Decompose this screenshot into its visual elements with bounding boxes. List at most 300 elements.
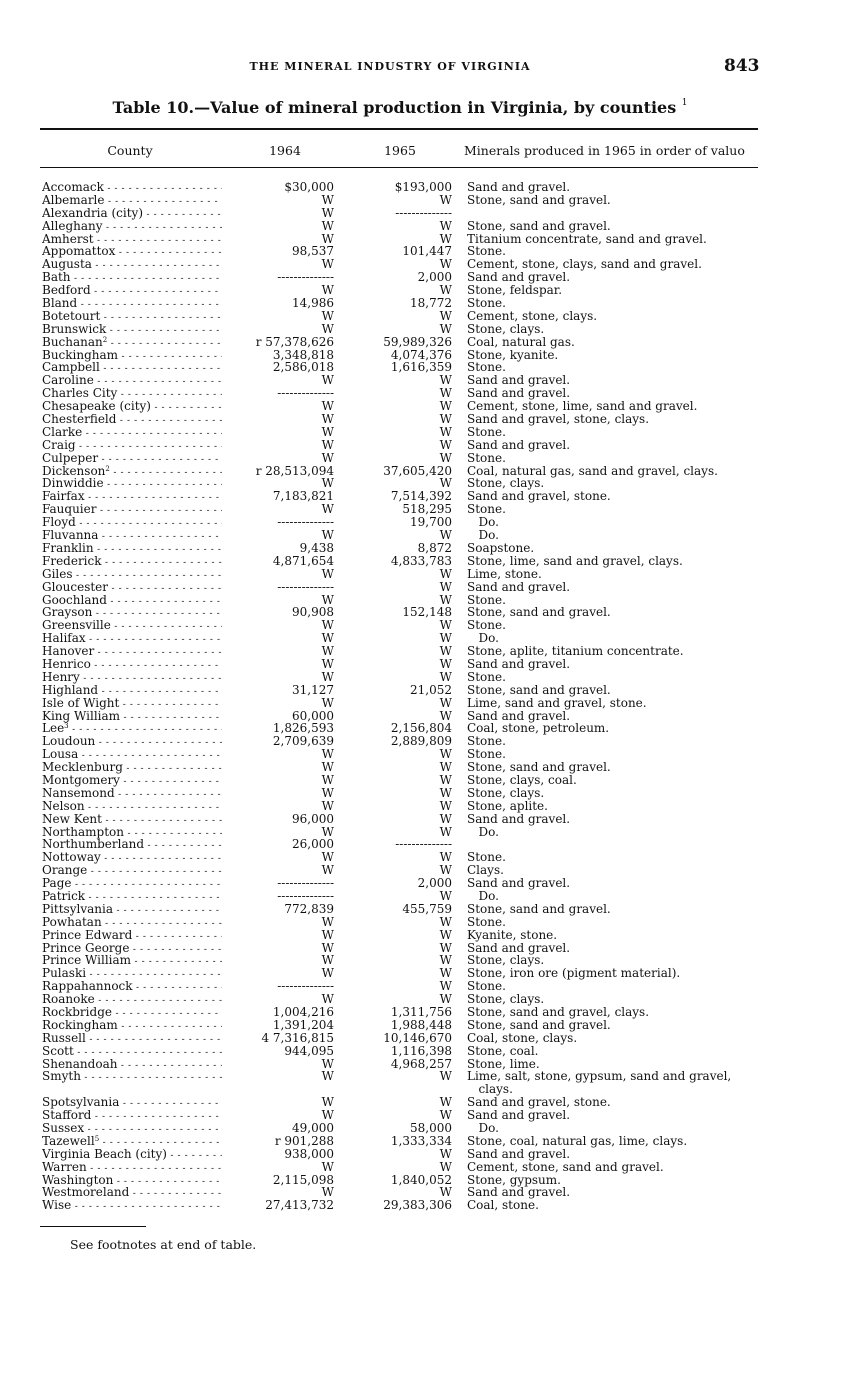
value-1965-cell: W (439, 399, 452, 414)
table-row (0, 1199, 850, 1212)
table-title-note: 1 (681, 98, 688, 108)
county-name: Sussex (42, 1122, 85, 1136)
county-name: Culpeper (42, 451, 99, 465)
minerals-cell: Sand and gravel. (467, 579, 571, 594)
county-footnote-ref: 2 (102, 335, 108, 344)
value-1965-cell: W (439, 579, 452, 594)
minerals-cell: Sand and gravel. (467, 1146, 571, 1161)
value-1965-cell: W (439, 785, 452, 800)
table-row (0, 916, 850, 929)
value-1964-cell: -------------- (277, 876, 334, 891)
minerals-cell: Sand and gravel. (467, 876, 571, 891)
table-row (0, 748, 850, 761)
value-1965-cell: 4,074,376 (390, 347, 452, 362)
county-name: Shenandoah (42, 1057, 118, 1071)
value-1964-cell: 1,391,204 (272, 1017, 334, 1032)
value-1965-cell: W (439, 811, 452, 826)
minerals-cell: Stone. (467, 360, 506, 375)
table-header-rule (40, 167, 758, 168)
value-1964-cell: 14,986 (292, 296, 334, 311)
county-name: Bland (42, 297, 78, 311)
value-1964-cell: $30,000 (284, 180, 334, 194)
value-1965-cell: W (439, 321, 452, 336)
table-row (0, 800, 850, 813)
county-name: Floyd (42, 516, 76, 530)
county-name: Halifax (42, 632, 86, 646)
county-name: Fluvanna (42, 529, 99, 543)
table-row (0, 774, 850, 787)
value-1964-cell: W (321, 747, 334, 762)
minerals-cell: Sand and gravel. (467, 270, 571, 285)
county-name: Hanover (42, 645, 95, 659)
minerals-cell: Do. (467, 515, 499, 530)
value-1965-cell: W (439, 798, 452, 813)
county-name: Nelson (42, 799, 85, 813)
county-name: Patrick (42, 889, 86, 903)
county-name: Orange (42, 864, 88, 878)
county-name: Virginia Beach (city) (42, 1147, 167, 1161)
minerals-cell: Lime, salt, stone, gypsum, sand and gravel, (467, 1069, 732, 1084)
county-name: Prince George (42, 941, 130, 955)
value-1964-cell: W (321, 205, 334, 220)
value-1965-cell: 21,052 (410, 682, 452, 697)
value-1964-cell: 96,000 (292, 811, 334, 826)
value-1964-cell: W (321, 231, 334, 246)
county-name: Botetourt (42, 309, 101, 323)
county-name: Powhatan (42, 915, 102, 929)
value-1964-cell: 2,709,639 (272, 734, 334, 749)
value-1964-cell: W (321, 656, 334, 671)
value-1964-cell: -------------- (277, 888, 334, 903)
table-row (0, 1161, 850, 1174)
minerals-cell: Stone, clays, coal. (467, 772, 577, 787)
value-1964-cell: W (321, 566, 334, 581)
table-row (0, 581, 850, 594)
value-1964-cell: W (321, 760, 334, 775)
table-row (0, 568, 850, 581)
minerals-cell: Stone. (467, 850, 506, 865)
minerals-cell: Coal, stone, petroleum. (467, 721, 610, 736)
table-row (0, 684, 850, 697)
county-name: Isle of Wight (42, 696, 120, 710)
value-1965-cell: 1,311,756 (390, 1005, 452, 1019)
value-1965-cell: W (439, 966, 452, 981)
minerals-cell: Cement, stone, clays. (467, 308, 598, 323)
table-row (0, 194, 850, 207)
county-name: Bath (42, 271, 71, 285)
county-name: Roanoke (42, 993, 95, 1007)
value-1964-cell: 2,586,018 (272, 360, 334, 375)
minerals-cell: Stone, lime, sand and gravel, clays. (467, 553, 683, 568)
county-name: Montgomery (42, 773, 120, 787)
value-1965-cell: W (439, 424, 452, 439)
minerals-cell: Stone. (467, 502, 506, 517)
county-footnote-ref: 5 (94, 1134, 100, 1143)
county-name: Rappahannock (42, 980, 133, 994)
value-1965-cell: W (439, 528, 452, 543)
county-name: Grayson (42, 606, 93, 620)
value-1964-cell: r 57,378,626 (255, 334, 334, 349)
minerals-cell: Stone, clays. (467, 785, 545, 800)
value-1965-cell: W (439, 631, 452, 646)
value-1964-cell: r 901,288 (274, 1133, 334, 1148)
county-name: King William (42, 709, 121, 723)
value-1965-cell: W (439, 914, 452, 929)
value-1965-cell: 1,840,052 (390, 1172, 452, 1187)
value-1965-cell: 4,968,257 (390, 1056, 452, 1071)
table-row (0, 323, 850, 336)
table-row (0, 181, 850, 194)
minerals-cell: Stone. (467, 669, 506, 684)
county-name: Augusta (42, 258, 92, 272)
table-row (0, 942, 850, 955)
value-1964-cell: W (321, 850, 334, 865)
value-1965-cell: 152,148 (402, 605, 452, 620)
value-1965-cell: W (439, 850, 452, 865)
table-title (0, 98, 800, 117)
table-row (0, 1135, 850, 1148)
county-name: Nottoway (42, 851, 101, 865)
county-name: Prince William (42, 954, 132, 968)
county-name: Pittsylvania (42, 902, 113, 916)
minerals-cell: Sand and gravel, stone. (467, 489, 611, 504)
minerals-cell: Do. (467, 824, 499, 839)
value-1964-cell: 9,438 (299, 540, 334, 555)
county-footnote-ref: 3 (64, 722, 69, 731)
county-name: Greensville (42, 619, 111, 633)
value-1965-cell: W (439, 863, 452, 878)
minerals-cell: Stone. (467, 244, 506, 259)
value-1964-cell: W (321, 631, 334, 646)
county-name: Nansemond (42, 786, 115, 800)
minerals-cell: Coal, stone. (467, 1198, 539, 1213)
value-1965-cell: 2,156,804 (390, 721, 452, 736)
minerals-cell: Stone. (467, 914, 506, 929)
footnote-rule (40, 1226, 146, 1227)
value-1964-cell: W (321, 824, 334, 839)
value-1964-cell: W (321, 1185, 334, 1200)
table-row (0, 413, 850, 426)
county-name: Charles City (42, 387, 118, 401)
county-name: Clarke (42, 425, 83, 439)
county-name: Franklin (42, 541, 94, 555)
value-1965-cell: 2,000 (417, 876, 452, 891)
minerals-cell: Stone. (467, 592, 506, 607)
value-1965-cell: W (439, 1069, 452, 1084)
value-1964-cell: W (321, 592, 334, 607)
county-name: Washington (42, 1173, 114, 1187)
table-body (0, 181, 850, 1212)
minerals-cell: Stone, feldspar. (467, 283, 563, 298)
table-row (0, 361, 850, 374)
value-1964-cell: W (321, 1056, 334, 1071)
minerals-cell: Stone, aplite. (467, 798, 548, 813)
county-name: Henry (42, 670, 80, 684)
minerals-cell: Stone. (467, 618, 506, 633)
county-name: Smyth (42, 1070, 81, 1084)
minerals-cell: Stone, clays. (467, 321, 545, 336)
minerals-cell: Stone, clays. (467, 476, 545, 491)
value-1965-cell: -------------- (395, 205, 452, 220)
minerals-cell: Sand and gravel. (467, 386, 571, 401)
value-1965-cell: W (439, 450, 452, 465)
value-1965-cell: W (439, 1159, 452, 1174)
table-row (0, 619, 850, 632)
county-name: Warren (42, 1160, 87, 1174)
county-name: Gloucester (42, 580, 109, 594)
value-1964-cell: 7,183,821 (272, 489, 334, 504)
county-name: Lousa (42, 748, 79, 762)
minerals-cell: Sand and gravel. (467, 811, 571, 826)
value-1965-cell: W (439, 592, 452, 607)
value-1964-cell: W (321, 257, 334, 272)
column-header-1964: 1964 (269, 143, 301, 158)
value-1964-cell: W (321, 953, 334, 968)
minerals-cell: Coal, natural gas, sand and gravel, clays. (467, 463, 718, 478)
minerals-cell: Stone, sand and gravel. (467, 218, 611, 233)
value-1964-cell: W (321, 772, 334, 787)
value-1964-cell: 98,537 (292, 244, 334, 259)
county-name: Wise (42, 1199, 72, 1213)
minerals-cell: Stone, aplite, titanium concentrate. (467, 644, 684, 659)
minerals-cell: Stone, sand and gravel. (467, 901, 611, 916)
value-1964-cell: 772,839 (284, 901, 334, 916)
value-1965-cell: W (439, 476, 452, 491)
county-name: Buckingham (42, 348, 119, 362)
value-1965-cell: W (439, 1146, 452, 1161)
value-1964-cell: r 28,513,094 (255, 463, 334, 478)
table-row (0, 1032, 850, 1045)
table-row (0, 954, 850, 967)
minerals-cell: Stone, gypsum. (467, 1172, 561, 1187)
county-name: Alexandria (city) (42, 206, 144, 220)
minerals-cell: Sand and gravel. (467, 1108, 571, 1123)
minerals-cell: Titanium concentrate, sand and gravel. (467, 231, 707, 246)
table-row (0, 671, 850, 684)
table-row (0, 967, 850, 980)
county-name: Accomack (42, 181, 104, 194)
value-1964-cell: W (321, 695, 334, 710)
table-row (0, 245, 850, 258)
county-name: Rockingham (42, 1018, 118, 1032)
value-1964-cell: -------------- (277, 386, 334, 401)
value-1964-cell: W (321, 412, 334, 427)
table-row (0, 516, 850, 529)
table-row (0, 439, 850, 452)
value-1964-cell: W (321, 644, 334, 659)
county-name: Rockbridge (42, 1006, 112, 1019)
minerals-cell: Stone, clays. (467, 953, 545, 968)
value-1965-cell: 58,000 (410, 1121, 452, 1136)
value-1964-cell: W (321, 785, 334, 800)
value-1964-cell: 2,115,098 (272, 1172, 334, 1187)
value-1965-cell: W (439, 231, 452, 246)
minerals-cell: Do. (467, 528, 499, 543)
county-name: Westmoreland (42, 1186, 130, 1200)
value-1964-cell: 27,413,732 (265, 1198, 334, 1213)
minerals-cell: Do. (467, 888, 499, 903)
table-row (0, 851, 850, 864)
value-1964-cell: W (321, 863, 334, 878)
value-1965-cell: 101,447 (402, 244, 452, 259)
value-1965-cell: 19,700 (410, 515, 452, 530)
value-1965-cell: W (439, 760, 452, 775)
table-row (0, 929, 850, 942)
table-row (0, 697, 850, 710)
value-1964-cell: W (321, 399, 334, 414)
value-1965-cell: 10,146,670 (383, 1030, 452, 1045)
value-1965-cell: W (439, 992, 452, 1007)
value-1964-cell: 4 7,316,815 (261, 1030, 334, 1045)
table-row (0, 890, 850, 903)
table-row (0, 529, 850, 542)
county-name: New Kent (42, 812, 102, 826)
value-1964-cell: 26,000 (292, 837, 334, 852)
minerals-cell: Cement, stone, lime, sand and gravel. (467, 399, 698, 414)
table-row (0, 787, 850, 800)
county-name: Scott (42, 1044, 74, 1058)
value-1965-cell: 2,889,809 (390, 734, 452, 749)
value-1964-cell: W (321, 424, 334, 439)
value-1965-cell: 2,000 (417, 270, 452, 285)
county-name: Giles (42, 567, 73, 581)
value-1965-cell: W (439, 979, 452, 994)
county-name: Lee (42, 722, 65, 736)
county-name: Dinwiddie (42, 477, 104, 491)
table-row (0, 735, 850, 748)
value-1965-cell: W (439, 1185, 452, 1200)
county-name: Campbell (42, 361, 100, 375)
table-row (0, 877, 850, 890)
value-1965-cell: W (439, 1108, 452, 1123)
table-row (0, 980, 850, 993)
running-head: THE MINERAL INDUSTRY OF VIRGINIA (249, 60, 531, 73)
table-row (0, 1096, 850, 1109)
value-1964-cell: W (321, 437, 334, 452)
county-name: Buchanan (42, 335, 103, 349)
minerals-cell: Sand and gravel. (467, 437, 571, 452)
value-1964-cell: W (321, 1069, 334, 1084)
minerals-cell: Sand and gravel. (467, 940, 571, 955)
value-1964-cell: W (321, 1108, 334, 1123)
value-1965-cell: W (439, 888, 452, 903)
value-1965-cell: W (439, 940, 452, 955)
value-1965-cell: W (439, 218, 452, 233)
value-1964-cell: -------------- (277, 515, 334, 530)
county-name: Craig (42, 438, 76, 452)
footnote: See footnotes at end of table. (70, 1237, 257, 1252)
table-row (0, 374, 850, 387)
value-1965-cell: W (439, 257, 452, 272)
value-1965-cell: W (439, 437, 452, 452)
value-1965-cell: W (439, 618, 452, 633)
minerals-cell: Stone. (467, 747, 506, 762)
value-1964-cell: W (321, 192, 334, 207)
column-header-1965: 1965 (384, 143, 416, 158)
minerals-cell: Sand and gravel, stone, clays. (467, 412, 650, 427)
county-name: Highland (42, 683, 99, 697)
minerals-cell: Kyanite, stone. (467, 927, 558, 942)
county-name: Stafford (42, 1109, 92, 1123)
value-1964-cell: -------------- (277, 579, 334, 594)
minerals-cell: Stone, lime. (467, 1056, 540, 1071)
value-1965-cell: W (439, 192, 452, 207)
table-row (0, 452, 850, 465)
table-row (0, 220, 850, 233)
table-row (0, 400, 850, 413)
table-row (0, 1174, 850, 1187)
value-1964-cell: W (321, 218, 334, 233)
minerals-cell: Stone, sand and gravel. (467, 682, 611, 697)
minerals-cell: Do. (467, 631, 499, 646)
value-1965-cell: 455,759 (402, 901, 452, 916)
county-name: Page (42, 877, 72, 891)
value-1965-cell: W (439, 386, 452, 401)
table-row (0, 426, 850, 439)
value-1964-cell: W (321, 618, 334, 633)
minerals-cell: Stone. (467, 424, 506, 439)
value-1965-cell: 1,988,448 (390, 1017, 452, 1032)
county-name: Russell (42, 1031, 86, 1045)
value-1965-cell: 29,383,306 (383, 1198, 452, 1213)
county-name: Henrico (42, 657, 91, 671)
table-row (0, 761, 850, 774)
county-name: Alleghany (42, 219, 103, 233)
value-1964-cell: 1,826,593 (272, 721, 334, 736)
minerals-cell: Lime, stone. (467, 566, 542, 581)
minerals-cell-continued: clays. (467, 1082, 513, 1097)
value-1964-cell: 60,000 (292, 708, 334, 723)
table-row (0, 838, 850, 851)
value-1964-cell: W (321, 283, 334, 298)
value-1964-cell: 90,908 (292, 605, 334, 620)
county-footnote-ref: 2 (105, 464, 110, 473)
value-1965-cell: W (439, 1095, 452, 1110)
value-1965-cell: 7,514,392 (390, 489, 452, 504)
minerals-cell: Stone. (467, 450, 506, 465)
table-row-continuation (0, 1083, 850, 1096)
value-1964-cell: W (321, 476, 334, 491)
table-row (0, 555, 850, 568)
table-row (0, 1006, 850, 1019)
table-row (0, 1122, 850, 1135)
county-name: Frederick (42, 554, 102, 568)
value-1964-cell: W (321, 798, 334, 813)
value-1964-cell: -------------- (277, 270, 334, 285)
value-1964-cell: W (321, 940, 334, 955)
minerals-cell: Stone, sand and gravel. (467, 760, 611, 775)
value-1964-cell: W (321, 992, 334, 1007)
value-1965-cell: W (439, 656, 452, 671)
value-1965-cell: W (439, 695, 452, 710)
value-1964-cell: 49,000 (292, 1121, 334, 1136)
value-1965-cell: W (439, 412, 452, 427)
minerals-cell: Stone, coal. (467, 1043, 539, 1058)
value-1964-cell: W (321, 669, 334, 684)
table-row (0, 645, 850, 658)
county-name: Fauquier (42, 503, 97, 517)
value-1964-cell: W (321, 528, 334, 543)
county-name: Northampton (42, 825, 125, 839)
value-1964-cell: W (321, 373, 334, 388)
county-name: Chesterfield (42, 413, 117, 427)
value-1965-cell: W (439, 566, 452, 581)
county-name: Brunswick (42, 322, 107, 336)
county-name: Amherst (42, 232, 94, 246)
value-1964-cell: W (321, 927, 334, 942)
table-row (0, 1148, 850, 1161)
value-1964-cell: W (321, 450, 334, 465)
